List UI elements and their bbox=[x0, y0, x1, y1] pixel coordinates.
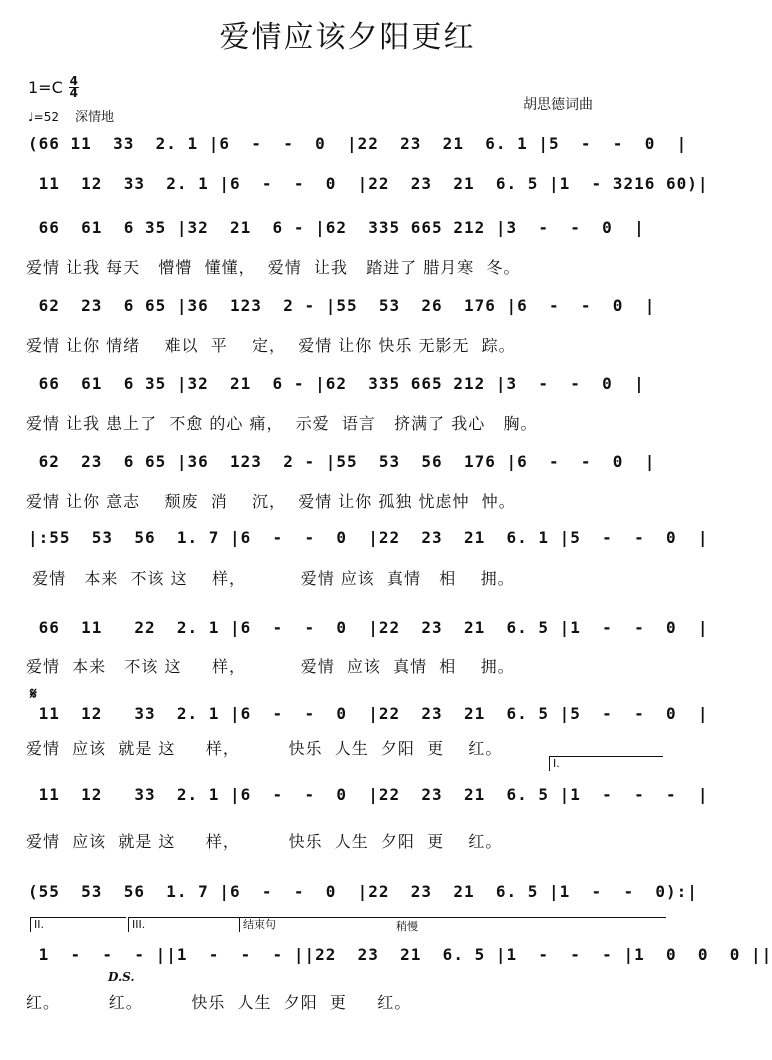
notation-text: 1 - - - ||1 - - - ||22 23 21 6. 5 |1 - - - |1 0 0 0 || bbox=[28, 945, 772, 964]
mood-label: 深情地 bbox=[74, 110, 114, 125]
notation-row bbox=[28, 616, 709, 644]
notation-row bbox=[28, 294, 668, 322]
notation-row bbox=[28, 702, 709, 730]
lyric-line: 爱情 让你 意志 颓废 消 沉， 爱情 让你 孤独 忧虑忡 忡。 bbox=[26, 492, 516, 511]
notation-text: 66 61 6 35 |32 21 6 - |62 335 665 212 |3 - - 0 | bbox=[28, 374, 645, 393]
notation-text: 66 61 6 35 |32 21 6 - |62 335 665 212 |3 - - 0 | bbox=[28, 218, 645, 237]
volta-3: III. bbox=[128, 917, 240, 932]
notation-text: (55 53 56 1. 7 |6 - - 0 |22 23 21 6. 5 |1 - - 0):| bbox=[28, 882, 698, 901]
notation-row bbox=[28, 450, 668, 478]
lyric-line: 红。 红。 快乐 人生 夕阳 更 红。 bbox=[26, 993, 412, 1012]
notation-row bbox=[28, 216, 668, 244]
tempo-value: ♩=52 bbox=[28, 110, 59, 124]
notation-text: |:55 53 56 1. 7 |6 - - 0 |22 23 21 6. 1 |5 - - 0 | bbox=[28, 528, 709, 547]
time-top: 4 bbox=[69, 74, 78, 88]
volta-2: II. bbox=[30, 917, 126, 932]
page-title: 爱情应该夕阳更红 bbox=[219, 20, 476, 55]
lyric-line: 爱情 本来 不该 这 样， 爱情 应该 真情 相 拥。 bbox=[26, 569, 515, 588]
lyric-line: 爱情 让你 情绪 难以 平 定， 爱情 让你 快乐 无影无 踪。 bbox=[26, 336, 516, 355]
notation-row bbox=[28, 172, 709, 200]
lyric-line: 爱情 应该 就是 这 样， 快乐 人生 夕阳 更 红。 bbox=[26, 832, 503, 851]
key-label: 1=C bbox=[28, 78, 63, 97]
notation-row bbox=[28, 372, 668, 400]
notation-row bbox=[28, 943, 772, 971]
notation-row bbox=[28, 132, 688, 160]
slow-label: 稍慢 bbox=[396, 920, 418, 933]
credit: 胡思德词曲 bbox=[523, 97, 593, 113]
time-signature bbox=[69, 76, 79, 99]
notation-text: 62 23 6 65 |36 123 2 - |55 53 56 176 |6 - - 0 | bbox=[28, 452, 656, 471]
notation-row bbox=[28, 783, 709, 811]
ds-label: D.S. bbox=[108, 970, 135, 984]
notation-text: 62 23 6 65 |36 123 2 - |55 53 26 176 |6 - - 0 | bbox=[28, 296, 656, 315]
ending-bracket: 结束句 bbox=[239, 917, 666, 932]
lyric-line: 爱情 让我 每天 懵懵 懂懂， 爱情 让我 踏进了 腊月寒 冬。 bbox=[26, 258, 521, 277]
volta-1: I. bbox=[549, 756, 663, 771]
notation-text: 11 12 33 2. 1 |6 - - 0 |22 23 21 6. 5 |1 - 3216 60)| bbox=[28, 174, 709, 193]
notation-row bbox=[28, 880, 698, 908]
lyric-line: 爱情 应该 就是 这 样， 快乐 人生 夕阳 更 红。 bbox=[26, 739, 503, 758]
key-signature bbox=[28, 76, 79, 99]
time-bottom: 4 bbox=[69, 86, 78, 100]
notation-text: 66 11 22 2. 1 |6 - - 0 |22 23 21 6. 5 |1 - - 0 | bbox=[28, 618, 709, 637]
segno-icon: 𝄋 bbox=[30, 684, 37, 703]
notation-row bbox=[28, 526, 709, 554]
notation-text: (66 11 33 2. 1 |6 - - 0 |22 23 21 6. 1 |5 - - 0 | bbox=[28, 134, 688, 153]
tempo-mark bbox=[28, 106, 114, 125]
lyric-line: 爱情 本来 不该 这 样， 爱情 应该 真情 相 拥。 bbox=[26, 657, 515, 676]
notation-text: 11 12 33 2. 1 |6 - - 0 |22 23 21 6. 5 |5 - - 0 | bbox=[28, 704, 709, 723]
lyric-line: 爱情 让我 患上了 不愈 的心 痛， 示爱 语言 挤满了 我心 胸。 bbox=[26, 414, 538, 433]
notation-text: 11 12 33 2. 1 |6 - - 0 |22 23 21 6. 5 |1 - - - | bbox=[28, 785, 709, 804]
